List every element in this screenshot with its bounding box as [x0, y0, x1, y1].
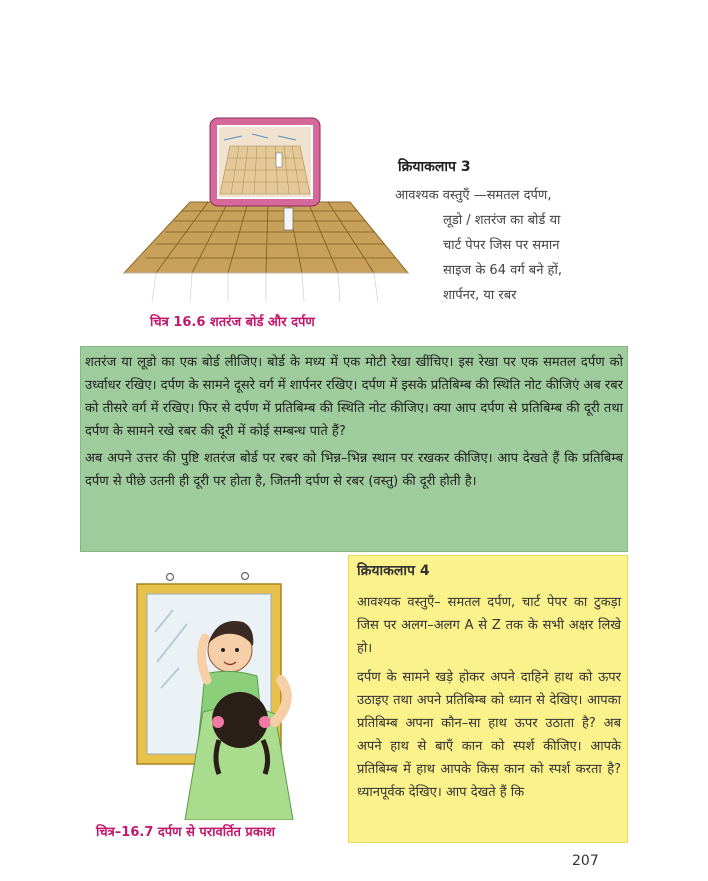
activity-4-box: [348, 555, 628, 843]
activity-3-heading: क्रियाकलाप 3: [398, 159, 471, 175]
materials-line: आवश्यक वस्तुएँ —समतल दर्पण,: [395, 188, 552, 203]
materials-line: शार्पनर, या रबर: [443, 288, 517, 303]
instruction-paragraph: शतरंज या लूडो का एक बोर्ड लीजिए। बोर्ड के मध्य में एक मोटी रेखा खींचिए। इस रेखा पर एक समतल दर्पण को उर्ध्वाधर रखिए। दर्पण के सामने दूसरे वर्ग में शार्पनर रखिए। दर्पण में इसके प्रतिबिम्ब की स्थिति नोट कीजिएं अब रबर को तीसरे वर्ग में रखिए। फिर से दर्पण में प्रतिबिम्ब की स्थिति नोट कीजिए। क्या आप दर्पण से प्रतिबिम्ब की दूरी तथा दर्पण के सामने रखे रबर की दूरी में कोई सम्बन्ध पाते हैं?: [85, 355, 623, 439]
materials-paragraph: आवश्यक वस्तुएँ– समतल दर्पण, चार्ट पेपर का टुकड़ा जिस पर अलग–अलग A से Z तक के सभी अक्षर लिखे हो।: [357, 595, 621, 656]
materials-line: लूडो / शतरंज का बोर्ड या: [443, 213, 561, 228]
activity-4-heading: क्रियाकलाप 4: [357, 563, 430, 579]
activity-3-materials: [395, 183, 605, 308]
girl-mirror-illustration: [125, 572, 325, 820]
figure-caption: चित्र 16.6 शतरंज बोर्ड और दर्पण: [150, 315, 315, 330]
page-number: 207: [572, 853, 599, 869]
conclusion-paragraph: अब अपने उत्तर की पुष्टि शतरंज बोर्ड पर रबर को भिन्न–भिन्न स्थान पर रखकर कीजिए। आप देखते हैं कि प्रतिबिम्ब दर्पण से पीछे उतनी ही दूरी पर होता है, जितनी दर्पण से रबर (वस्तु) की दूरी होती है।: [85, 451, 623, 489]
materials-line: साइज के 64 वर्ग बने हों,: [443, 263, 562, 278]
instruction-paragraph: दर्पण के सामने खड़े होकर अपने दाहिने हाथ को ऊपर उठाइए तथा अपने प्रतिबिम्ब को ध्यान से देखिए। आपका प्रतिबिम्ब अपना कौन–सा हाथ ऊपर उठाता है? अब अपने हाथ से बाएँ कान को स्पर्श कीजिए। आपके प्रतिबिम्ब में हाथ आपके किस कान को स्पर्श करता है? ध्यानपूर्वक देखिए। आप देखते हैं कि: [357, 670, 621, 800]
materials-line: चार्ट पेपर जिस पर समान: [443, 238, 560, 253]
chessboard-mirror-illustration: [118, 110, 413, 310]
activity-3-instructions-box: [80, 346, 628, 552]
figure-caption: चित्र–16.7 दर्पण से परावर्तित प्रकाश: [96, 825, 276, 840]
